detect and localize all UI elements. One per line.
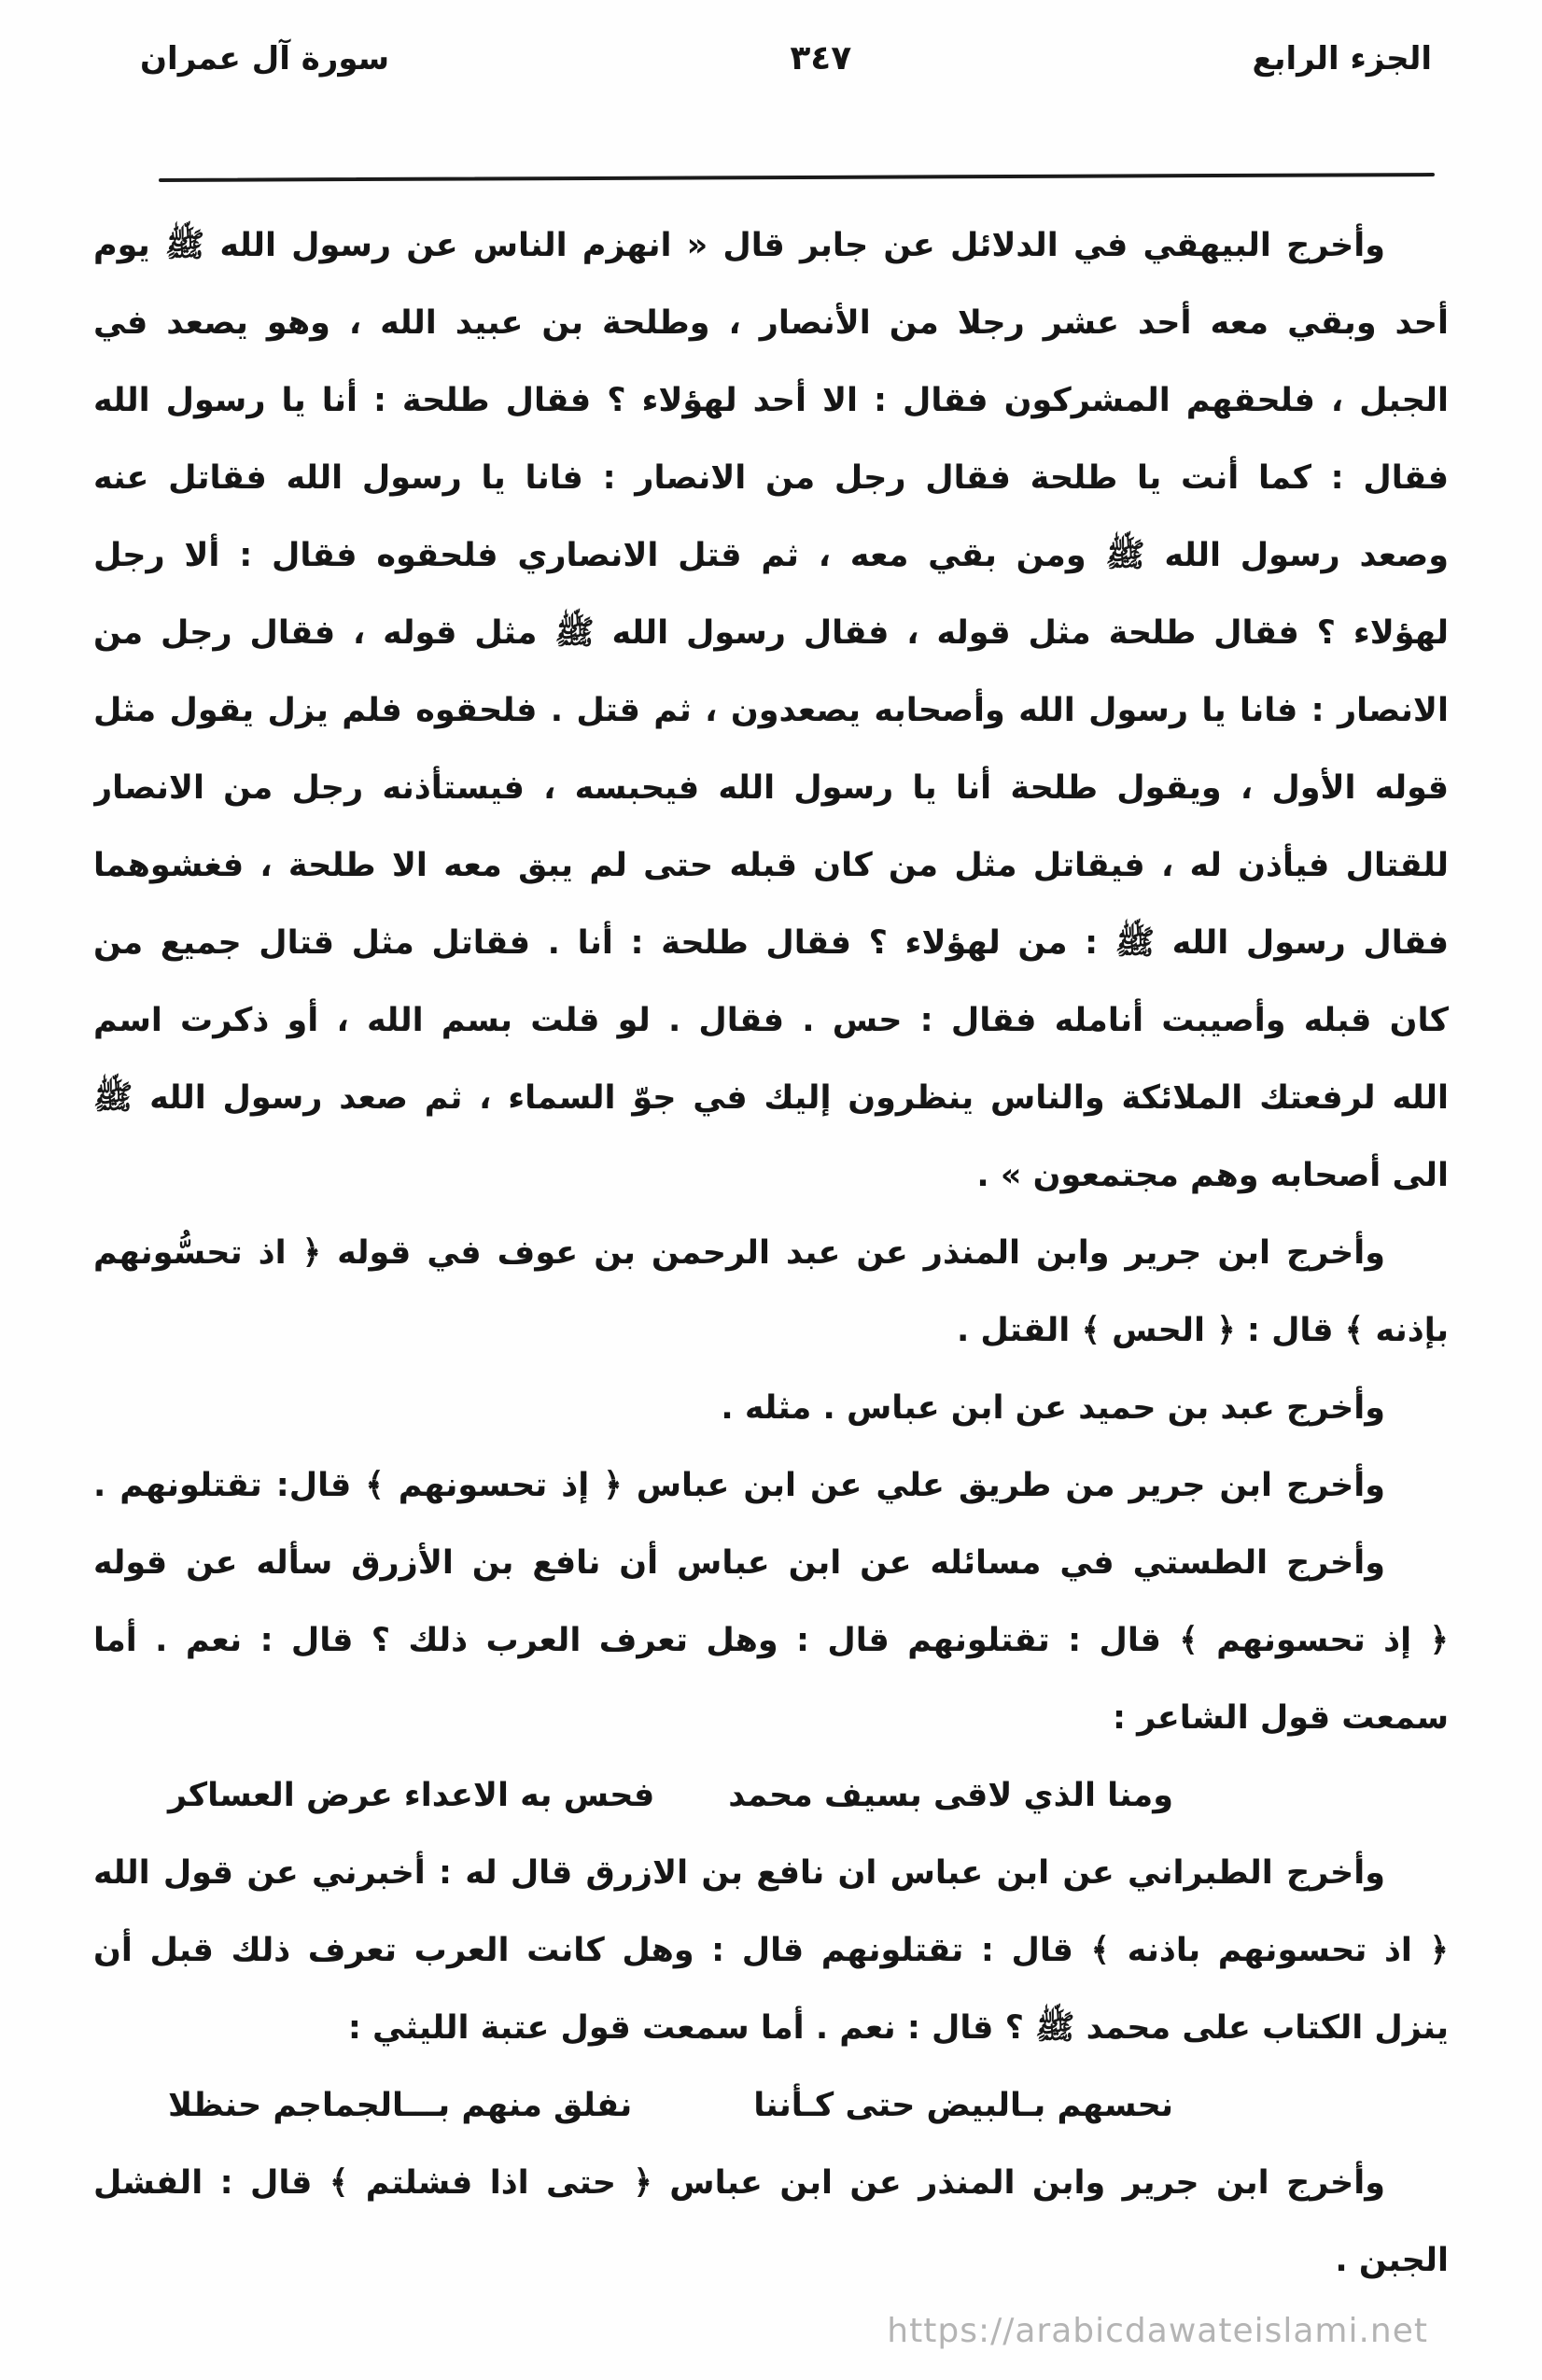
poetry-verse xyxy=(93,1757,1449,1835)
header-divider-rule xyxy=(159,173,1435,182)
text-line: كان قبله وأصيبت أنامله فقال : حس . فقال . لو قلت بسم الله ، أو ذكرت اسم xyxy=(93,1002,1449,1039)
text-line: وأخرج الطستي في مسائله عن ابن عباس أن نافع بن الأزرق سأله عن قوله xyxy=(93,1544,1385,1582)
verse-hemistich-right: ومنا الذي لاقى بسيف محمد xyxy=(728,1777,1173,1814)
text-line: أحد وبقي معه أحد عشر رجلا من الأنصار ، وطلحة بن عبيد الله ، وهو يصعد في xyxy=(93,304,1449,342)
text-line: ﴿ اذ تحسونهم باذنه ﴾ قال : تقتلونهم قال : وهل كانت العرب تعرف ذلك قبل أن xyxy=(93,1932,1449,1969)
text-line: وأخرج ابن جرير من طريق علي عن ابن عباس ﴿ إذ تحسونهم ﴾ قال: تقتلونهم . xyxy=(93,1467,1385,1504)
verse-hemistich-left: فحس به الاعداء عرض العساكر xyxy=(168,1777,655,1814)
text-line: الجبل ، فلحقهم المشركون فقال : الا أحد لهؤلاء ؟ فقال طلحة : أنا يا رسول الله xyxy=(93,382,1449,419)
text-line: وأخرج البيهقي في الدلائل عن جابر قال « انهزم الناس عن رسول الله ﷺ يوم xyxy=(93,227,1385,264)
text-line: فقال : كما أنت يا طلحة فقال رجل من الانصار : فانا يا رسول الله فقاتل عنه xyxy=(93,459,1449,497)
text-line: للقتال فيأذن له ، فيقاتل مثل من كان قبله حتى لم يبق معه الا طلحة ، فغشوهما xyxy=(93,847,1449,884)
text-line: وأخرج ابن جرير وابن المنذر عن عبد الرحمن بن عوف في قوله ﴿ اذ تحسُّونهم xyxy=(93,1234,1385,1272)
text-line: بإذنه ﴾ قال : ﴿ الحس ﴾ القتل . xyxy=(956,1312,1449,1349)
juz-title: الجزء الرابع xyxy=(1252,40,1432,77)
page-number: ٣٤٧ xyxy=(790,39,852,77)
text-line: فقال رسول الله ﷺ : من لهؤلاء ؟ فقال طلحة : أنا . فقاتل مثل قتال جميع من xyxy=(93,924,1449,962)
text-line: الجبن . xyxy=(1335,2242,1449,2279)
text-line: سمعت قول الشاعر : xyxy=(1112,1699,1449,1737)
text-line: وأخرج الطبراني عن ابن عباس ان نافع بن الازرق قال له : أخبرني عن قول الله xyxy=(93,1854,1385,1892)
poetry-verse xyxy=(93,2067,1449,2145)
text-line: الى أصحابه وهم مجتمعون » . xyxy=(976,1157,1449,1194)
text-line: ينزل الكتاب على محمد ﷺ ؟ قال : نعم . أما سمعت قول عتبة الليثي : xyxy=(347,2009,1449,2047)
text-line: وأخرج عبد بن حميد عن ابن عباس . مثله . xyxy=(721,1389,1385,1427)
surah-title: سورة آل عمران xyxy=(140,40,390,77)
text-line: قوله الأول ، ويقول طلحة أنا يا رسول الله فيحبسه ، فيستأذنه رجل من الانصار xyxy=(93,769,1449,807)
text-line: الله لرفعتك الملائكة والناس ينظرون إليك في جوّ السماء ، ثم صعد رسول الله ﷺ xyxy=(93,1079,1449,1117)
text-line: وأخرج ابن جرير وابن المنذر عن ابن عباس ﴿ حتى اذا فشلتم ﴾ قال : الفشل xyxy=(93,2164,1385,2202)
text-line: وصعد رسول الله ﷺ ومن بقي معه ، ثم قتل الانصاري فلحقوه فقال : ألا رجل xyxy=(93,537,1449,574)
text-line: الانصار : فانا يا رسول الله وأصحابه يصعدون ، ثم قتل . فلحقوه فلم يزل يقول مثل xyxy=(93,692,1449,729)
text-line: ﴿ إذ تحسونهم ﴾ قال : تقتلونهم قال : وهل تعرف العرب ذلك ؟ قال : نعم . أما xyxy=(93,1622,1449,1659)
page-header xyxy=(140,39,1432,77)
verse-hemistich-right: نحسهم بـالبيض حتى كـأننا xyxy=(753,2087,1173,2124)
text-line: لهؤلاء ؟ فقال طلحة مثل قوله ، فقال رسول الله ﷺ مثل قوله ، فقال رجل من xyxy=(93,614,1449,652)
verse-hemistich-left: نفلق منهم بـــالجماجم حنظلا xyxy=(168,2087,633,2124)
watermark-url: https://arabicdawateislami.net xyxy=(887,2312,1428,2350)
body-text xyxy=(93,207,1449,2300)
